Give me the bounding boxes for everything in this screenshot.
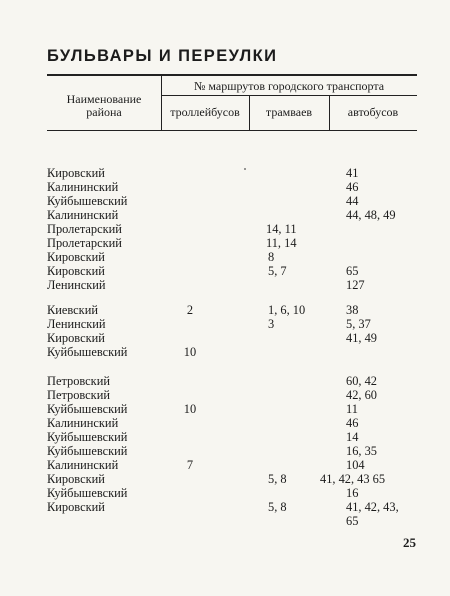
table-row bbox=[0, 181, 450, 194]
district-cell: Петровский bbox=[47, 374, 110, 388]
table-row bbox=[0, 223, 450, 236]
bus-cell: 127 bbox=[346, 278, 365, 292]
bus-cell: 16, 35 bbox=[346, 444, 377, 458]
district-cell: Кировский bbox=[47, 331, 105, 345]
bus-cell: 41, 42, 43, bbox=[346, 500, 399, 514]
bus-cell: 65 bbox=[346, 264, 359, 278]
table-row bbox=[0, 487, 450, 500]
table-row bbox=[0, 251, 450, 264]
table-row bbox=[0, 237, 450, 250]
table-row bbox=[0, 431, 450, 444]
tram-cell: 8 bbox=[268, 250, 275, 264]
header-top-rule bbox=[47, 74, 417, 76]
district-cell: Петровский bbox=[47, 388, 110, 402]
tram-cell: 5, 8 bbox=[268, 500, 287, 514]
bus-cell: 16 bbox=[346, 486, 359, 500]
table-row bbox=[0, 375, 450, 388]
tram-cell: 3 bbox=[268, 317, 275, 331]
district-cell: Кировский bbox=[47, 250, 105, 264]
district-cell: Куйбышевский bbox=[47, 402, 128, 416]
district-cell: Ленинский bbox=[47, 278, 106, 292]
table-row bbox=[0, 445, 450, 458]
header-routes-label: № маршрутов городского транспорта bbox=[193, 79, 385, 93]
district-cell: Куйбышевский bbox=[47, 486, 128, 500]
table-row bbox=[0, 265, 450, 278]
table-row bbox=[0, 403, 450, 416]
district-cell: Куйбышевский bbox=[47, 444, 128, 458]
table-row bbox=[0, 304, 450, 317]
bus-cell: 46 bbox=[346, 180, 359, 194]
bus-cell: 44 bbox=[346, 194, 359, 208]
bus-cell: 41 bbox=[346, 166, 359, 180]
trolleybus-cell: 10 bbox=[183, 402, 197, 416]
district-cell: Куйбышевский bbox=[47, 430, 128, 444]
district-cell: Киевский bbox=[47, 303, 98, 317]
trolleybus-cell: 2 bbox=[186, 303, 194, 317]
bus-cell: 41, 42, 43 65 bbox=[320, 472, 386, 486]
district-cell: Пролетарский bbox=[47, 222, 122, 236]
table-row bbox=[0, 459, 450, 472]
district-cell: Кировский bbox=[47, 500, 105, 514]
bus-cell: 60, 42 bbox=[346, 374, 377, 388]
header-mid-rule bbox=[161, 95, 417, 96]
header-district-line1: Наименование bbox=[66, 92, 142, 106]
table-row bbox=[0, 209, 450, 222]
district-cell: Пролетарский bbox=[47, 236, 122, 250]
table-row bbox=[0, 389, 450, 402]
print-speck bbox=[244, 168, 246, 170]
tram-cell: 14, 11 bbox=[266, 222, 297, 236]
district-cell: Кировский bbox=[47, 472, 105, 486]
district-cell: Куйбышевский bbox=[47, 345, 128, 359]
district-cell: Калининский bbox=[47, 458, 119, 472]
district-cell: Ленинский bbox=[47, 317, 106, 331]
bus-cell: 14 bbox=[346, 430, 359, 444]
bus-cell: 42, 60 bbox=[346, 388, 377, 402]
table-row bbox=[0, 501, 450, 514]
bus-cell: 5, 37 bbox=[346, 317, 371, 331]
trolleybus-cell: 7 bbox=[186, 458, 194, 472]
district-cell: Калининский bbox=[47, 416, 119, 430]
table-row bbox=[0, 279, 450, 292]
bus-cell: 11 bbox=[346, 402, 358, 416]
table-row bbox=[0, 473, 450, 486]
bus-cell: 38 bbox=[346, 303, 359, 317]
header-bus: автобусов bbox=[347, 105, 399, 119]
page-title: БУЛЬВАРЫ И ПЕРЕУЛКИ bbox=[47, 47, 278, 65]
header-trolleybus: троллейбусов bbox=[170, 105, 240, 119]
tram-cell: 5, 8 bbox=[268, 472, 287, 486]
table-row bbox=[0, 346, 450, 359]
bus-cell: 46 bbox=[346, 416, 359, 430]
page-number: 25 bbox=[403, 535, 416, 550]
table-row bbox=[0, 167, 450, 180]
table-row bbox=[0, 417, 450, 430]
tram-cell: 5, 7 bbox=[268, 264, 287, 278]
bus-cell: 41, 49 bbox=[346, 331, 377, 345]
table-row bbox=[0, 318, 450, 331]
bus-cell: 44, 48, 49 bbox=[346, 208, 396, 222]
trolleybus-cell: 10 bbox=[183, 345, 197, 359]
bus-cell: 65 bbox=[346, 514, 359, 528]
district-cell: Куйбышевский bbox=[47, 194, 128, 208]
header-district-line2: района bbox=[86, 105, 122, 119]
district-cell: Калининский bbox=[47, 180, 119, 194]
tram-cell: 1, 6, 10 bbox=[268, 303, 306, 317]
district-cell: Кировский bbox=[47, 264, 105, 278]
tram-cell: 11, 14 bbox=[266, 236, 297, 250]
table-row bbox=[0, 332, 450, 345]
table-row bbox=[0, 515, 450, 528]
header-tram: трамваев bbox=[265, 105, 313, 119]
district-cell: Кировский bbox=[47, 166, 105, 180]
bus-cell: 104 bbox=[346, 458, 365, 472]
header-bottom-rule bbox=[47, 130, 417, 131]
district-cell: Калининский bbox=[47, 208, 119, 222]
table-row bbox=[0, 195, 450, 208]
